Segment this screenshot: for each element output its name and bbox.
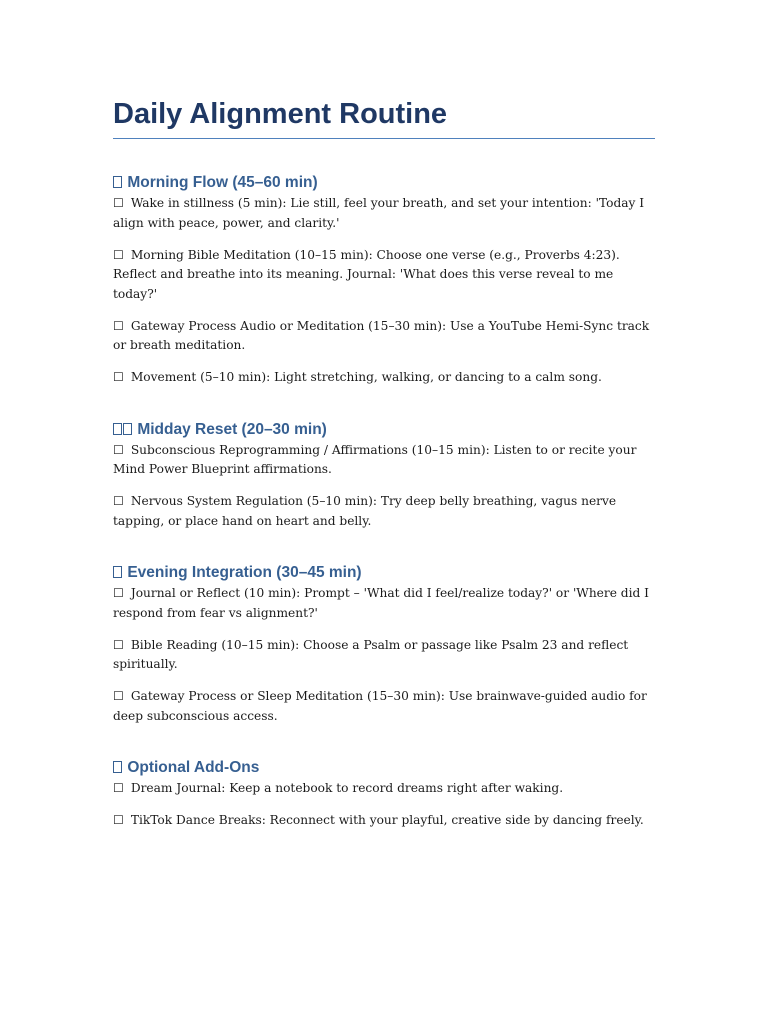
checklist-item-text: Movement (5–10 min): Light stretching, walking, or dancing to a calm song. — [130, 370, 602, 384]
checklist-item — [113, 779, 655, 799]
checkbox-icon: ☐ — [113, 586, 128, 600]
checklist-item-text: Journal or Reflect (10 min): Prompt – 'What did I feel/realize today?' or 'Where did I respond from fear vs alignment?' — [113, 586, 650, 620]
section-heading-text: Optional Add-Ons — [127, 759, 260, 776]
checkbox-icon: ☐ — [113, 442, 128, 457]
checklist-item-text: Wake in stillness (5 min): Lie still, feel your breath, and set your intention: 'Today I align with peace, power, and clarity.' — [113, 196, 645, 230]
missing-glyph-icon — [113, 761, 122, 773]
section-morning-flow — [113, 173, 655, 388]
checklist-item — [113, 584, 655, 623]
checklist-item-text: Morning Bible Meditation (10–15 min): Choose one verse (e.g., Proverbs 4:23). Reflect and breathe into its meaning. Journal: 'What does this verse reveal to me today?' — [113, 247, 620, 301]
missing-glyph-icon — [113, 176, 122, 188]
checkbox-icon: ☐ — [113, 689, 128, 703]
document-title: Daily Alignment Routine — [113, 98, 448, 130]
checklist-item-text: Nervous System Regulation (5–10 min): Try deep belly breathing, vagus nerve tapping, or place hand on heart and belly. — [113, 494, 617, 528]
checklist-item-text: Subconscious Reprogramming / Affirmations (10–15 min): Listen to or recite your Mind Power Blueprint affirmations. — [113, 442, 637, 476]
checklist-item — [113, 317, 655, 356]
checklist-item — [113, 194, 655, 233]
checklist-item — [113, 368, 655, 388]
checklist-item — [113, 687, 655, 726]
checklist-item-text: Dream Journal: Keep a notebook to record dreams right after waking. — [130, 781, 564, 795]
section-heading — [113, 420, 655, 440]
checkbox-icon: ☐ — [113, 247, 128, 262]
checkbox-icon: ☐ — [113, 813, 128, 827]
section-heading — [113, 563, 655, 583]
missing-glyph-icon — [113, 423, 122, 435]
section-heading-text: Midday Reset (20–30 min) — [137, 420, 327, 438]
checkbox-icon: ☐ — [113, 637, 128, 652]
checklist-item-text: Gateway Process or Sleep Meditation (15–30 min): Use brainwave-guided audio for deep subconscious access. — [113, 689, 647, 723]
checklist-item-text: TikTok Dance Breaks: Reconnect with your playful, creative side by dancing freely. — [130, 813, 644, 827]
section-evening-integration — [113, 563, 655, 726]
checkbox-icon: ☐ — [113, 781, 128, 795]
document-page — [113, 96, 655, 831]
checklist-item-text: Bible Reading (10–15 min): Choose a Psalm or passage like Psalm 23 and reflect spiritually. — [113, 637, 629, 671]
title-divider — [113, 138, 655, 139]
section-heading-text: Morning Flow (45–60 min) — [127, 174, 318, 191]
checklist-item — [113, 492, 655, 531]
checklist-item-text: Gateway Process Audio or Meditation (15–30 min): Use a YouTube Hemi-Sync track or breath meditation. — [113, 318, 650, 352]
missing-glyph-icon — [113, 566, 122, 578]
section-heading — [113, 758, 655, 778]
checklist-item — [113, 441, 655, 480]
checkbox-icon: ☐ — [113, 370, 128, 384]
checkbox-icon: ☐ — [113, 196, 128, 210]
checklist-item — [113, 636, 655, 675]
checklist-item — [113, 246, 655, 305]
checkbox-icon: ☐ — [113, 318, 128, 333]
checkbox-icon: ☐ — [113, 494, 128, 508]
checklist-item — [113, 811, 655, 831]
section-heading-text: Evening Integration (30–45 min) — [127, 564, 362, 581]
section-midday-reset — [113, 420, 655, 532]
section-optional-add-ons — [113, 758, 655, 831]
missing-glyph-icon — [123, 423, 132, 435]
section-heading — [113, 173, 655, 193]
